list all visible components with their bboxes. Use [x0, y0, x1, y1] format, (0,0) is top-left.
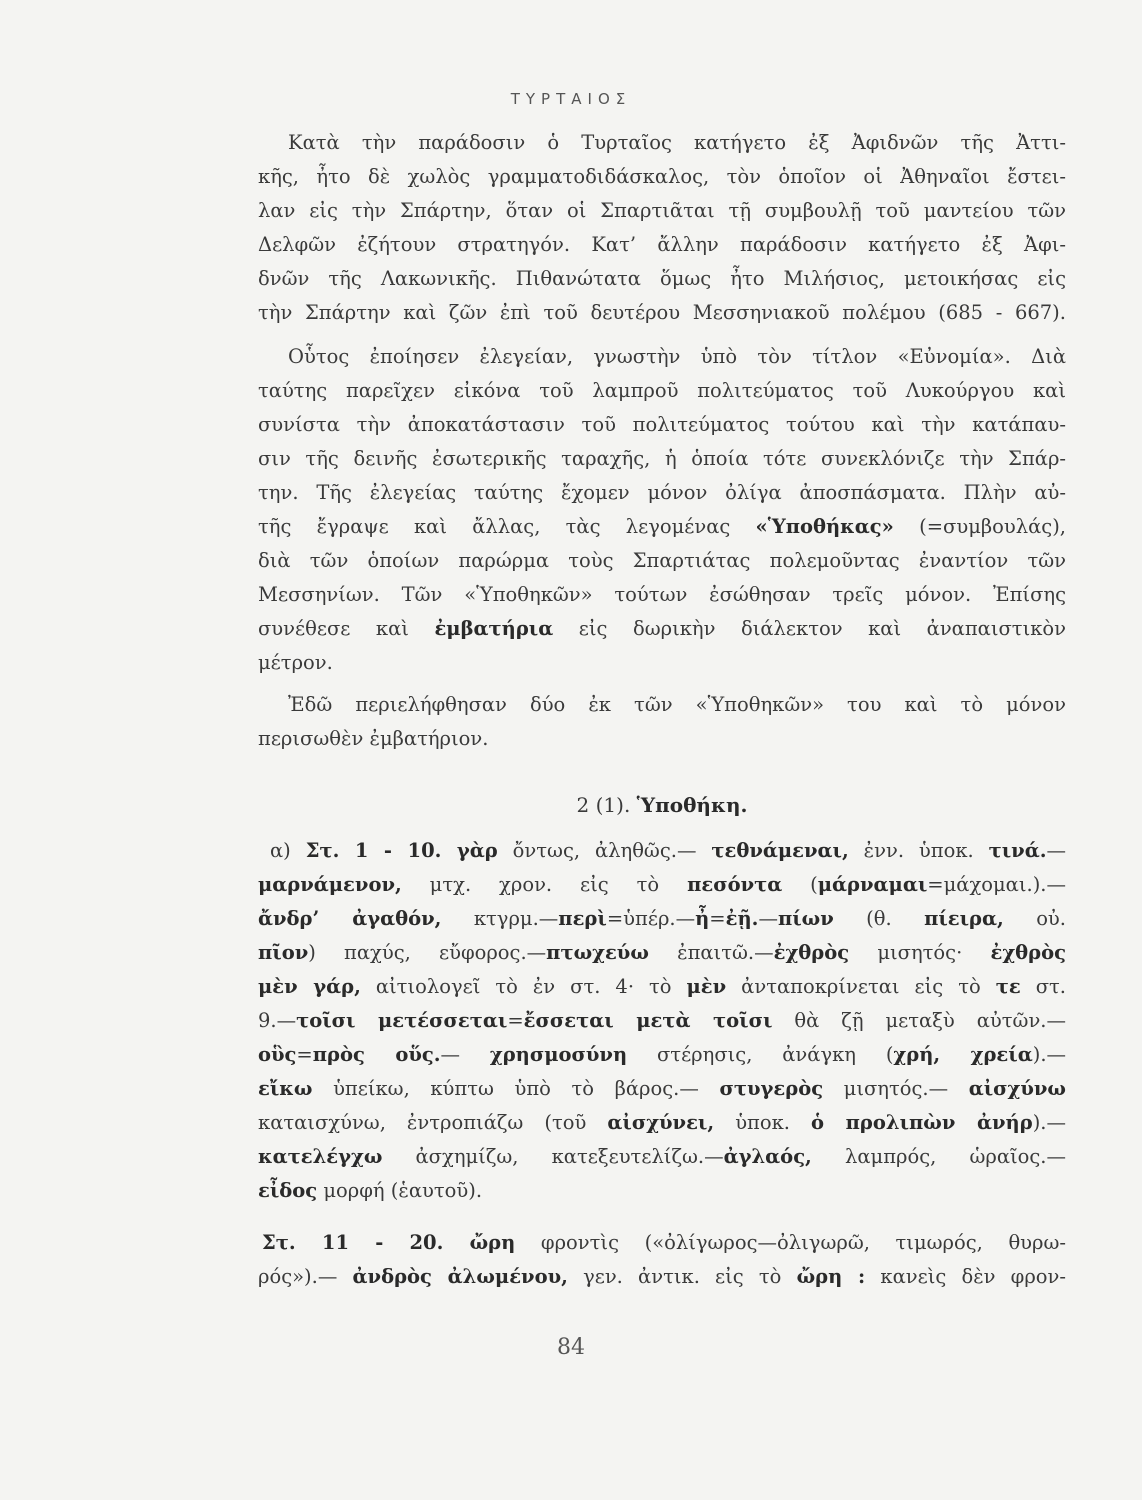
works-line: μέτρον. — [258, 651, 333, 674]
term-ypothikas: «Ὑποθήκας» — [755, 515, 894, 538]
intro-line: τὴν Σπάρτην καὶ ζῶν ἐπὶ τοῦ δευτέρου Μεσσηνιακοῦ πολέμου (685 - 667). — [258, 301, 1066, 324]
note-line: εἶδος μορφή (ἑαυτοῦ). — [258, 1179, 483, 1202]
works-line: την. Τῆς ἐλεγείας ταύτης ἔχομεν μόνον ὀλίγα ἀποσπάσματα. Πλὴν αὐ- — [258, 481, 1066, 504]
note-line: καταισχύνω, ἐντροπιάζω (τοῦ αἰσχύνει, ὑποκ. ὁ προλιπὼν ἀνήρ).— — [258, 1111, 1066, 1134]
intro-line: Κατὰ τὴν παράδοσιν ὁ Τυρταῖος κατήγετο ἐξ Ἀφιδνῶν τῆς Ἀττι- — [288, 131, 1066, 154]
intro-line: δνῶν τῆς Λακωνικῆς. Πιθανώτατα ὅμως ἦτο Μιλήσιος, μετοικήσας εἰς — [258, 267, 1066, 290]
page-number: 84 — [557, 1335, 585, 1360]
works-line: τῆς ἔγραψε καὶ ἄλλας, τὰς λεγομένας «Ὑποθήκας» (=συμβουλάς), — [258, 515, 1066, 538]
note-line: μὲν γάρ, αἰτιολογεῖ τὸ ἐν στ. 4· τὸ μὲν ἀνταποκρίνεται εἰς τὸ τε στ. — [258, 975, 1066, 998]
works-line: συνέθεσε καὶ ἐμβατήρια εἰς δωρικὴν διάλεκτον καὶ ἀναπαιστικὸν — [258, 617, 1066, 640]
note-line: κατελέγχω ἀσχημίζω, κατεξευτελίζω.—ἀγλαός, λαμπρός, ὡραῖος.— — [258, 1145, 1066, 1168]
included-line: περισωθὲν ἐμβατήριον. — [258, 727, 489, 750]
section-heading: 2 (1). Ὑποθήκη. — [576, 793, 748, 817]
term-embatiria: ἐμβατήρια — [434, 617, 554, 640]
included-line: Ἐδῶ περιελήφθησαν δύο ἐκ τῶν «Ὑποθηκῶν» του καὶ τὸ μόνον — [288, 693, 1066, 716]
note-line: Στ. 11 - 20. ὤρη φροντὶς («ὀλίγωρος—ὀλιγωρῶ, τιμωρός, θυρω- — [262, 1231, 1066, 1254]
note-line: μαρνάμενον, μτχ. χρον. εἰς τὸ πεσόντα (μάρναμαι=μάχομαι.).— — [258, 873, 1066, 896]
intro-line: λαν εἰς τὴν Σπάρτην, ὅταν οἱ Σπαρτιᾶται τῇ συμβουλῇ τοῦ μαντείου τῶν — [258, 199, 1066, 222]
note-line: α) Στ. 1 - 10. γὰρ ὄντως, ἀληθῶς.— τεθνάμεναι, ἐνν. ὑποκ. τινά.— — [270, 839, 1067, 862]
works-line: συνίστα τὴν ἀποκατάστασιν τοῦ πολιτεύματος τούτου καὶ τὴν κατάπαυ- — [258, 413, 1066, 436]
works-line: Οὗτος ἐποίησεν ἐλεγείαν, γνωστὴν ὑπὸ τὸν τίτλον «Εὐνομία». Διὰ — [288, 345, 1066, 368]
works-line: σιν τῆς δεινῆς ἐσωτερικῆς ταραχῆς, ἡ ὁποία τότε συνεκλόνιζε τὴν Σπάρ- — [258, 447, 1066, 470]
note-line: οὓς=πρὸς οὕς.— χρησμοσύνη στέρησις, ἀνάγκη (χρή, χρεία).— — [258, 1043, 1067, 1066]
intro-line: Δελφῶν ἐζήτουν στρατηγόν. Κατ’ ἄλλην παράδοσιν κατήγετο ἐξ Ἀφι- — [258, 233, 1066, 256]
running-head: ΤΥΡΤΑΙΟΣ — [510, 90, 632, 108]
note-line: εἴκω ὑπείκω, κύπτω ὑπὸ τὸ βάρος.— στυγερὸς μισητός.— αἰσχύνω — [258, 1077, 1066, 1100]
intro-line: κῆς, ἦτο δὲ χωλὸς γραμματοδιδάσκαλος, τὸν ὁποῖον οἱ Ἀθηναῖοι ἔστει- — [258, 165, 1066, 188]
works-line: Μεσσηνίων. Τῶν «Ὑποθηκῶν» τούτων ἐσώθησαν τρεῖς μόνον. Ἐπίσης — [258, 583, 1066, 606]
note-line: ρός»).— ἀνδρὸς ἀλωμένου, γεν. ἀντικ. εἰς τὸ ὤρη : κανεὶς δὲν φρον- — [258, 1265, 1066, 1288]
note-line: ἄνδρ’ ἀγαθόν, κτγρμ.—περὶ=ὑπέρ.—ἦ=ἐῇ.—πίων (θ. πίειρα, οὐ. — [258, 907, 1066, 930]
note-line: πῖον) παχύς, εὔφορος.—πτωχεύω ἐπαιτῶ.—ἐχθρὸς μισητός· ἐχθρὸς — [258, 941, 1067, 964]
works-line: ταύτης παρεῖχεν εἰκόνα τοῦ λαμπροῦ πολιτεύματος τοῦ Λυκούργου καὶ — [258, 379, 1066, 402]
works-line: διὰ τῶν ὁποίων παρώρμα τοὺς Σπαρτιάτας πολεμοῦντας ἐναντίον τῶν — [258, 549, 1066, 572]
note-line: 9.—τοῖσι μετέσσεται=ἔσσεται μετὰ τοῖσι θὰ ζῇ μεταξὺ αὐτῶν.— — [258, 1009, 1067, 1032]
